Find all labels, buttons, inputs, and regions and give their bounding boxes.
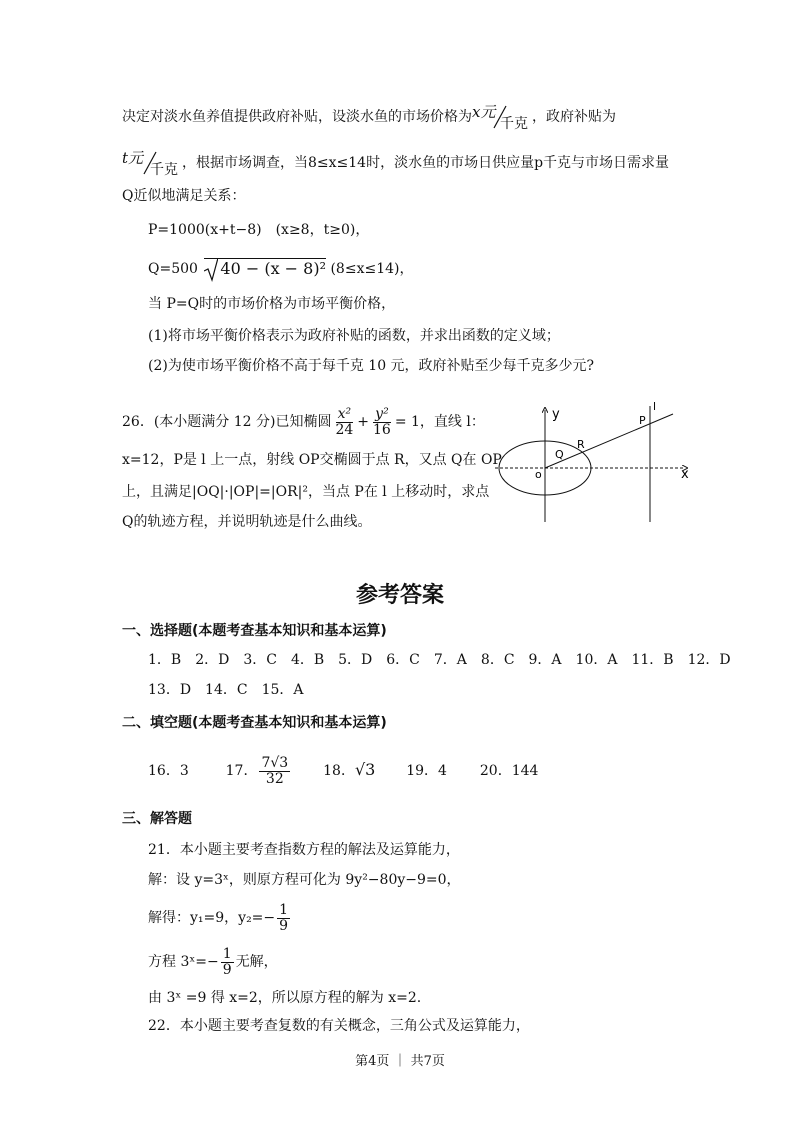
section-solutions: 三、解答题: [122, 811, 192, 827]
p25-line2: t元 千克 ，根据市场调查，当8≤x≤14时，淡水鱼的市场日供应量p千克与市场日需求量: [122, 149, 670, 178]
p26-line2: x=12，P是 l 上一点，射线 OP交椭圆于点 R，又点 Q在 OP: [122, 452, 502, 468]
answers-title: 参考答案: [355, 582, 444, 608]
s22-intro: 22．本小题主要考查复数的有关概念，三角公式及运算能力，: [148, 1018, 530, 1034]
p26-line4: Q的轨迹方程，并说明轨迹是什么曲线。: [122, 514, 372, 530]
s21-line3: 方程 3ˣ=− $\frac{1}{9}$ 无解，: [148, 945, 278, 978]
fraction-x: $\frac{\text{x²}}{24}$: [335, 405, 354, 438]
p25-line4: 当 P=Q时的市场价格为市场平衡价格，: [148, 296, 396, 312]
fill-answers: 16．3 17． $\frac{7√3}{32}$ 18．√3 19．4 20．144: [148, 754, 539, 787]
mc-answers-row1: 1．B 2．D 3．C 4．B 5．D 6．C 7．A 8．C 9．A 10．A 11．B 12．D: [148, 652, 731, 668]
line-l-label: l: [653, 400, 657, 413]
page-footer: 第4页 ｜ 共7页: [355, 1054, 445, 1069]
section-multiple-choice: 一、选择题(本题考查基本知识和基本运算): [122, 623, 387, 639]
p26-line3: 上，且满足|OQ|·|OP|=|OR|²，当点 P在 l 上移动时，求点: [122, 484, 490, 500]
point-q-label: Q: [555, 448, 564, 461]
ray-op: [545, 414, 673, 468]
y-axis-label: y: [552, 407, 560, 422]
s21-line1: 解：设 y=3ˣ，则原方程可化为 9y²−80y−9=0，: [148, 872, 461, 888]
origin-label: o: [535, 468, 542, 481]
mc-answers-row2: 13．D 14．C 15．A: [148, 682, 304, 698]
point-r-label: R: [577, 438, 585, 451]
p25-question1: (1)将市场平衡价格表示为政府补贴的函数，并求出函数的定义域；: [148, 328, 560, 344]
fraction-y: $\frac{\text{y²}}{16}$: [373, 405, 391, 438]
p25-eq1: P=1000(x+t−8) (x≥8，t≥0)，: [148, 222, 370, 238]
radical-icon: [204, 258, 218, 282]
sqrt-expression: 40 − (x − 8)²: [204, 258, 326, 280]
p25-line1: 决定对淡水鱼养值提供政府补贴，设淡水鱼的市场价格为 x元 千克 ，政府补贴为: [122, 103, 616, 132]
p25-line3: Q近似地满足关系：: [122, 188, 246, 204]
section-fill-in: 二、填空题(本题考查基本知识和基本运算): [122, 715, 387, 731]
subsidy-unit-fraction: t元 千克: [122, 149, 178, 178]
s21-intro: 21．本小题主要考查指数方程的解法及运算能力，: [148, 842, 460, 858]
answer17-fraction: $\frac{7√3}{32}$: [261, 754, 289, 787]
ellipse-figure: [495, 398, 695, 526]
s21-fraction-2: $\frac{1}{9}$: [222, 945, 232, 978]
s21-line2: 解得：y₁=9，y₂=− $\frac{1}{9}$: [148, 901, 289, 934]
p25-eq2: Q=500 40 − (x − 8)² (8≤x≤14)，: [148, 258, 413, 280]
s21-line4: 由 3ˣ =9 得 x=2，所以原方程的解为 x=2.: [148, 990, 422, 1006]
p25-question2: (2)为使市场平衡价格不高于每千克 10 元，政府补贴至少每千克多少元?: [148, 358, 595, 374]
x-axis-label: x: [681, 467, 689, 482]
p26-line1: 26．(本小题满分 12 分)已知椭圆 $\frac{\text{x²}}{24}$ + $\frac{\text{y²}}{16}$ = 1，直线 l：: [122, 405, 485, 438]
s21-fraction-1: $\frac{1}{9}$: [279, 901, 289, 934]
unit-fraction: x元 千克: [472, 103, 528, 132]
point-p-label: P: [639, 414, 646, 427]
